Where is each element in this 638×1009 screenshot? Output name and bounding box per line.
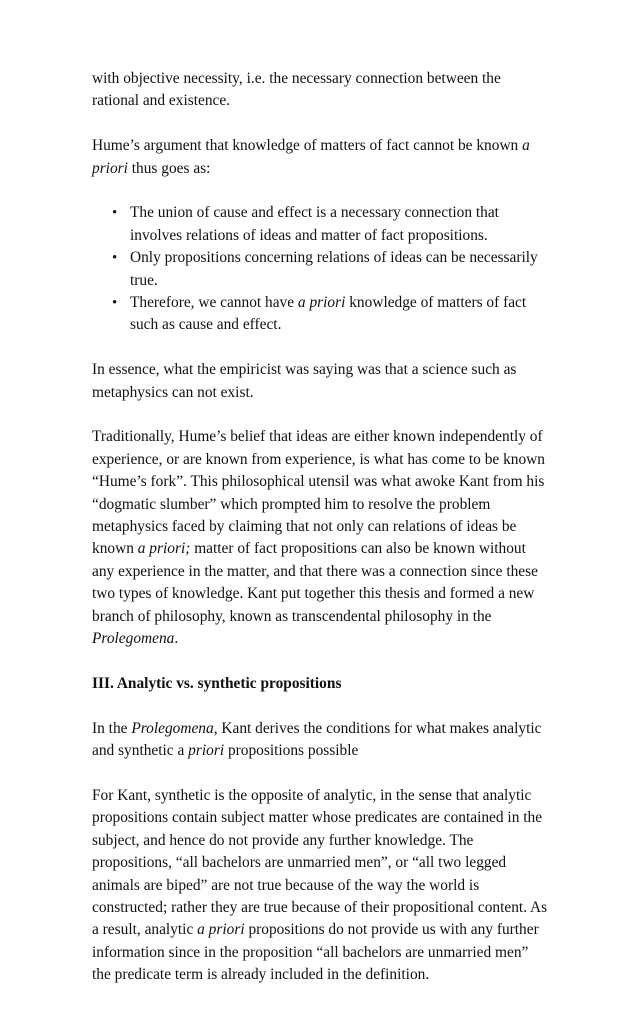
list-item-text: The union of cause and effect is a necessary connection that involves relations of ideas and matter of fact propositions. [130,204,499,244]
paragraph-text: , Kant derives the conditions for what makes analytic and synthetic a [92,719,542,760]
section-heading: III. Analytic vs. synthetic propositions [92,674,342,692]
paragraph-text: For Kant, synthetic is the opposite of analytic, in the sense that analytic propositions contain subject matter whose predicates are contained in the subject, and hence do not provide any further knowledge. The propositions, “all bachelors are unmarried men”, or “all two legged animals are biped” are not true because of the way the world is constructed; rather they are true because of their propositional content. As a result, analytic [92,786,548,939]
paragraph-text: propositions possible [224,742,359,760]
italic-text: a priori [92,137,530,177]
list-item [112,247,548,292]
paragraph-humes-fork [92,426,548,650]
italic-text: priori [188,742,225,760]
list-item-text: Only propositions concerning relations of ideas can be necessarily true. [130,249,538,289]
paragraph-text: Hume’s argument that knowledge of matters of fact cannot be known [92,137,523,155]
list-item-text: Therefore, we cannot have [130,294,298,312]
italic-text: Prolegomena [92,630,175,648]
paragraph-text: matter of fact propositions can also be known without any experience in the matter, and that there was a connection since these two types of knowledge. Kant put together this thesis and formed a new branch of philosophy, known as transcendental philosophy in the [92,540,538,625]
italic-text: a priori; [137,540,191,558]
italic-text: a priori [297,294,346,312]
paragraph-empiricist [92,359,548,404]
paragraph-text: thus goes as: [127,159,211,177]
paragraph-text: In essence, what the empiricist was saying was that a science such as metaphysics can not exist. [92,361,517,401]
paragraph-hume-argument [92,135,548,180]
bullet-icon: • [112,250,118,267]
paragraph-text: with objective necessity, i.e. the necessary connection between the rational and existence. [92,70,501,110]
paragraph-text: propositions do not provide us with any further information since in the proposition “all bachelors are unmarried men” the predicate term is already included in the definition. [92,921,539,984]
bullet-icon: • [112,295,118,312]
italic-text: Prolegomena [131,719,214,737]
paragraph-text: Traditionally, Hume’s belief that ideas are either known independently of experience, or are known from experience, is what has come to be known “Hume’s fork”. This philosophical utensil was what awoke Kant from his “dogmatic slumber” which prompted him to resolve the problem metaphysics faced by claiming that not only can relations of ideas be known [92,428,545,558]
italic-text: a priori [197,921,245,939]
paragraph-synthetic-analytic [92,785,548,987]
paragraph-text: In the [92,719,132,737]
document-page [92,68,548,1009]
argument-bullet-list [92,202,548,336]
paragraph-continuation [92,68,548,113]
list-item-text: knowledge of matters of fact such as cause and effect. [130,294,527,334]
list-item [112,202,548,247]
paragraph-text: . [174,630,179,648]
bullet-icon: • [112,205,118,222]
paragraph-prolegomena [92,718,548,763]
list-item [112,292,548,337]
